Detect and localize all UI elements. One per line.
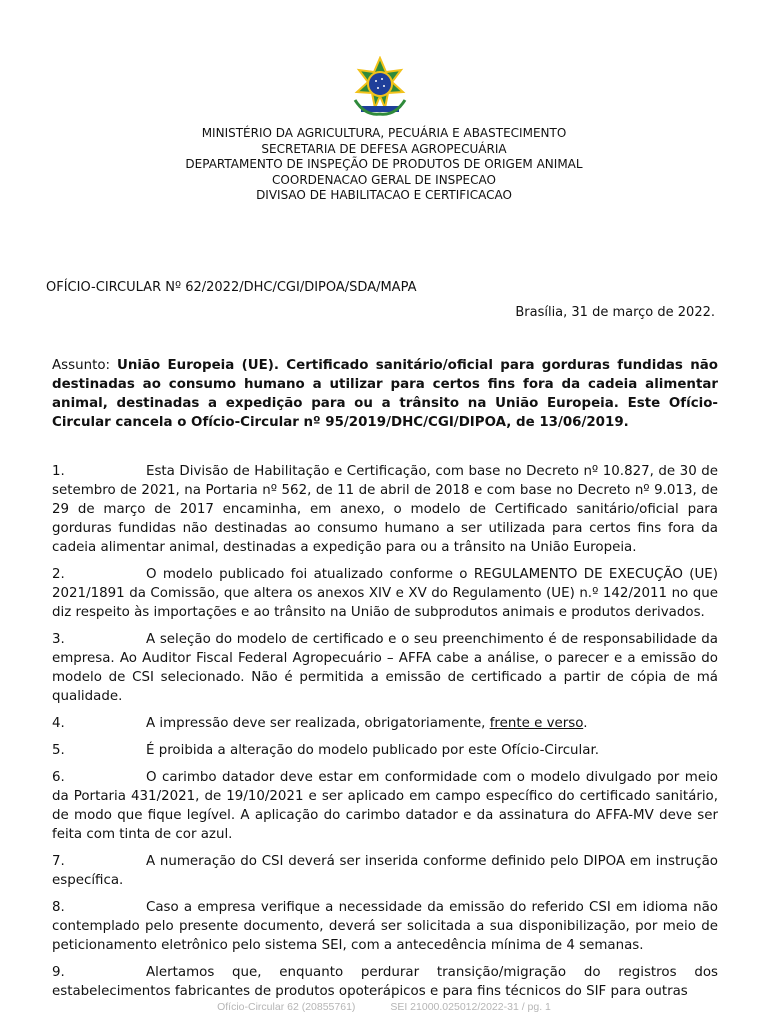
paragraph-text: Esta Divisão de Habilitação e Certificação, com base no Decreto nº 10.827, de 30 de setembro de 2021, na Portaria nº 562, de 11 de abril de 2018 e com base no Decreto nº 9.013, de 29 de março de 2017 encaminha, em anexo, o modelo de Certificado sanitário/oficial para gorduras fundidas não destinadas ao consumo humano a ser utilizada para certos fins fora da cadeia alimentar animal, destinadas a expedição para ou a trânsito na União Europeia. — [52, 464, 718, 555]
paragraph-text: A impressão deve ser realizada, obrigatoriamente, — [146, 716, 490, 731]
paragraph-number: 3. — [52, 632, 65, 647]
paragraph-3 — [52, 630, 718, 706]
coordination-line: COORDENACAO GERAL DE INSPECAO — [272, 172, 496, 187]
paragraph-tail: . — [583, 716, 588, 731]
paragraph-text: A numeração do CSI deverá ser inserida conforme definido pelo DIPOA em instrução específica. — [52, 854, 718, 888]
paragraph-text: Alertamos que, enquanto perdurar transição/migração do registros dos estabelecimentos fabricantes de produtos opoterápicos e para fins técnicos do SIF para outras — [52, 965, 718, 999]
footer-document-id: Ofício-Circular 62 (20855761) — [217, 1001, 356, 1013]
document-date: Brasília, 31 de março de 2022. — [515, 305, 715, 320]
paragraph-text: O modelo publicado foi atualizado conforme o REGULAMENTO DE EXECUÇÃO (UE) 2021/1891 da Comissão, que altera os anexos XIV e XV do Regulamento (UE) n.º 142/2011 no que diz respeito às importações e ao trânsito na União de subprodutos animais e produtos derivados. — [52, 567, 718, 620]
paragraph-5 — [52, 741, 718, 760]
paragraph-9 — [52, 963, 718, 1001]
paragraph-number: 2. — [52, 567, 65, 582]
paragraph-4 — [52, 714, 718, 733]
coat-of-arms-emblem — [345, 56, 415, 118]
paragraph-1 — [52, 462, 718, 557]
department-line: DEPARTAMENTO DE INSPEÇÃO DE PRODUTOS DE ORIGEM ANIMAL — [185, 157, 583, 171]
paragraph-text: É proibida a alteração do modelo publicado por este Ofício-Circular. — [146, 743, 599, 758]
paragraph-8 — [52, 898, 718, 955]
paragraph-text: A seleção do modelo de certificado e o seu preenchimento é de responsabilidade da empresa. Ao Auditor Fiscal Federal Agropecuário – AFFA cabe a análise, o parecer e a emissão do modelo de CSI selecionado. Não é permitida a emissão de certificado a partir de cópia de má qualidade. — [52, 632, 718, 704]
footer-process-page: SEI 21000.025012/2022-31 / pg. 1 — [390, 1001, 551, 1013]
division-line: DIVISAO DE HABILITACAO E CERTIFICACAO — [256, 188, 512, 202]
paragraph-underlined-text: frente e verso — [489, 716, 584, 731]
letterhead — [0, 126, 768, 204]
subject-text: União Europeia (UE). Certificado sanitário/oficial para gorduras fundidas não destinadas ao consumo humano a utilizar para certos fins fora da cadeia alimentar animal, destinadas a expedição para ou a trânsito na União Europeia. Este Ofício-Circular cancela o Ofício-Circular nº 95/2019/DHC/CGI/DIPOA, de 13/06/2019. — [52, 358, 718, 430]
paragraph-number: 7. — [52, 854, 65, 869]
paragraph-2 — [52, 565, 718, 622]
page-footer — [0, 1001, 768, 1013]
paragraph-6 — [52, 768, 718, 844]
paragraph-number: 8. — [52, 900, 65, 915]
paragraph-text: O carimbo datador deve estar em conformidade com o modelo divulgado por meio da Portaria 431/2021, de 19/10/2021 e ser aplicado em campo específico do certificado sanitário, de modo que fique legível. A aplicação do carimbo datador e da assinatura do AFFA-MV deve ser feita com tinta de cor azul. — [52, 770, 718, 842]
paragraph-number: 5. — [52, 743, 65, 758]
paragraph-number: 4. — [52, 716, 65, 731]
paragraph-7 — [52, 852, 718, 890]
paragraph-number: 6. — [52, 770, 65, 785]
paragraph-number: 1. — [52, 464, 65, 479]
ministry-line: MINISTÉRIO DA AGRICULTURA, PECUÁRIA E ABASTECIMENTO — [201, 126, 567, 140]
paragraph-text: Caso a empresa verifique a necessidade da emissão do referido CSI em idioma não contemplado pelo presente documento, deverá ser solicitada a sua disponibilização, por meio de peticionamento eletrônico pelo sistema SEI, com a antecedência mínima de 4 semanas. — [52, 900, 718, 953]
document-reference: OFÍCIO-CIRCULAR Nº 62/2022/DHC/CGI/DIPOA/SDA/MAPA — [46, 280, 417, 295]
secretariat-line: SECRETARIA DE DEFESA AGROPECUÁRIA — [261, 141, 507, 156]
paragraph-number: 9. — [52, 965, 65, 980]
document-body — [52, 462, 718, 1009]
subject-label: Assunto: — [52, 358, 117, 373]
subject-block — [52, 356, 718, 432]
